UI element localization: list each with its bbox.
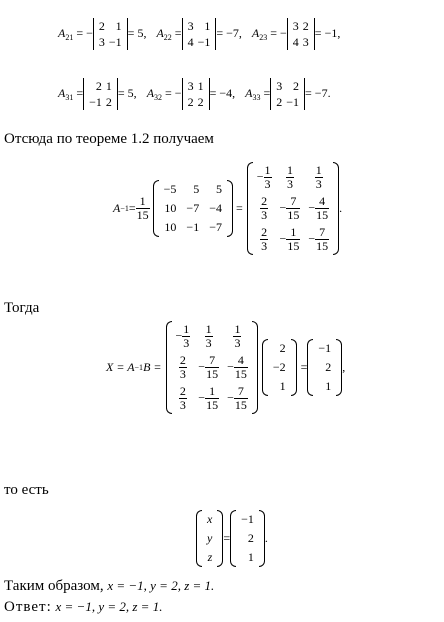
numerator: 2 (179, 353, 186, 367)
equals: = (128, 201, 136, 215)
period: . (339, 201, 343, 215)
numerator: 4 (234, 354, 248, 368)
det-cell: 2 (276, 95, 283, 109)
denominator: 15 (206, 367, 219, 381)
matrix-cell: 5 (193, 182, 200, 196)
numerator: 1 (205, 385, 219, 399)
cofactor-name: A (245, 85, 253, 100)
vector-b (262, 339, 297, 396)
denominator: 3 (261, 208, 268, 222)
det-cell: −1 (286, 95, 300, 109)
cofactor-lead: = (260, 85, 271, 100)
matrix-cell (304, 224, 333, 255)
matrix-cell (276, 193, 305, 224)
value-vector (230, 510, 265, 567)
fraction (315, 195, 329, 222)
matrix-cell: 1 (247, 550, 254, 564)
denominator: 3 (179, 367, 186, 381)
cofactor-a32 (146, 79, 236, 109)
matrix-cell (253, 193, 276, 224)
cofactor-subscript: 23 (259, 32, 268, 42)
matrix-cell (304, 162, 333, 193)
det-cell: 2 (98, 19, 105, 33)
fraction (234, 385, 248, 412)
numerator: 7 (205, 354, 219, 368)
matrix-cell (223, 321, 252, 352)
inverse-equation (113, 162, 342, 255)
det-cell: 2 (187, 95, 194, 109)
denominator: 15 (316, 208, 329, 222)
matrix-cell (172, 321, 195, 352)
fraction (260, 226, 268, 253)
fraction (136, 195, 150, 222)
denominator: 15 (316, 239, 329, 253)
denominator: 3 (179, 398, 186, 412)
det-cell: 2 (197, 95, 204, 109)
determinant (83, 78, 118, 110)
matrix-cell: −7 (209, 220, 222, 234)
numerator: 1 (286, 163, 293, 177)
matrix-cell: −2 (272, 360, 286, 374)
det-cell: 4 (292, 35, 299, 49)
matrix-cell (223, 383, 252, 414)
det-cell: −1 (108, 35, 122, 49)
matrix-cell: 5 (215, 182, 222, 196)
sign: − (198, 359, 206, 374)
fraction (182, 323, 190, 350)
numerator: 1 (136, 195, 150, 209)
matrix-cell: −4 (209, 201, 222, 215)
that-is-phrase: то есть (4, 482, 49, 498)
det-cell: 3 (98, 35, 105, 49)
sign: − (227, 359, 234, 374)
matrix-cell: 10 (164, 201, 177, 215)
solution-exponent: −1 (134, 363, 144, 372)
fraction (315, 164, 323, 191)
cofactor-lead: = (73, 85, 84, 100)
sign: − (256, 169, 264, 184)
cofactor-value: = −4, (209, 85, 236, 100)
result-vector (307, 339, 342, 396)
numerator: 1 (286, 226, 300, 240)
cofactor-lead: = − (162, 85, 182, 100)
matrix-cell (253, 162, 276, 193)
cofactor-name: A (156, 25, 164, 40)
denominator: 3 (315, 177, 322, 191)
cofactor-value: = −7. (305, 85, 331, 100)
fraction (315, 226, 329, 253)
equals: = (235, 201, 243, 215)
cofactor-subscript: 31 (65, 92, 74, 102)
denominator: 15 (287, 239, 300, 253)
answer-label: Ответ: (4, 599, 52, 615)
det-cell: 2 (95, 79, 102, 93)
numerator: 1 (183, 322, 190, 336)
matrix-cell (172, 383, 195, 414)
denominator: 3 (286, 177, 293, 191)
fraction (205, 385, 219, 412)
determinant (287, 18, 315, 50)
det-cell: 3 (292, 19, 299, 33)
denominator: 3 (261, 239, 268, 253)
cofactor-subscript: 32 (154, 92, 163, 102)
sign: − (279, 231, 287, 246)
matrix-cell: z (207, 550, 213, 564)
denominator: 15 (234, 398, 247, 412)
fraction-matrix (166, 321, 258, 414)
fraction (233, 323, 241, 350)
cofactor-name: A (251, 25, 260, 40)
numerator: 2 (261, 194, 268, 208)
comma: , (342, 360, 346, 374)
numerator: 1 (205, 322, 212, 336)
det-cell: 2 (302, 19, 309, 33)
answer-line (4, 599, 162, 616)
sign: − (198, 390, 206, 405)
matrix-cell (276, 224, 305, 255)
fraction (260, 195, 268, 222)
matrix-cell (172, 352, 195, 383)
denominator: 3 (264, 177, 271, 191)
cofactor-subscript: 33 (252, 92, 261, 102)
cofactor-lead: = − (267, 25, 287, 40)
denominator: 3 (205, 336, 212, 350)
det-cell: 3 (187, 79, 194, 93)
determinant (182, 78, 210, 110)
matrix-cell: x (207, 512, 213, 526)
det-cell: 3 (302, 35, 309, 49)
det-cell: 2 (293, 79, 300, 93)
matrix-cell: 2 (247, 531, 254, 545)
cofactor-name: A (146, 85, 155, 100)
period: . (264, 531, 268, 545)
solution-lhs: X = A (106, 360, 135, 374)
cofactor-lead: = − (73, 25, 93, 40)
matrix-cell: −1 (318, 341, 332, 355)
numerator: 2 (179, 384, 186, 398)
matrix-cell: −5 (163, 182, 177, 196)
det-cell: 1 (115, 19, 122, 33)
then-word: Тогда (4, 300, 40, 316)
fraction (205, 323, 213, 350)
sign: − (308, 231, 316, 246)
numerator: 2 (261, 225, 268, 239)
solution-b: B = (143, 360, 162, 374)
matrix-cell: 1 (325, 379, 332, 393)
matrix-cell: −1 (186, 220, 200, 234)
cofactor-value: = −1, (314, 25, 341, 40)
matrix-cell: 2 (325, 360, 332, 374)
matrix-cell (304, 193, 333, 224)
denominator: 15 (206, 398, 219, 412)
cofactor-name: A (58, 85, 66, 100)
det-cell: 1 (204, 19, 211, 33)
matrix-cell (194, 352, 223, 383)
determinant (93, 18, 128, 50)
det-cell: 4 (187, 35, 194, 49)
numerator: 1 (264, 163, 271, 177)
cofactor-a23 (251, 19, 341, 49)
numerator: 7 (286, 195, 300, 209)
conclusion-prefix: Таким образом, (4, 578, 104, 594)
fraction (286, 226, 300, 253)
det-cell: 3 (187, 19, 194, 33)
denominator: 3 (183, 336, 190, 350)
inverse-exponent: −1 (120, 204, 129, 213)
cofactor-row-1 (58, 18, 350, 50)
solution-equation (106, 321, 345, 414)
equals: = (223, 531, 231, 545)
numerator: 7 (234, 385, 248, 399)
inverse-symbol: A (113, 201, 121, 215)
matrix-cell (223, 352, 252, 383)
matrix-cell (253, 224, 276, 255)
matrix-cell (194, 383, 223, 414)
cofactor-a21 (58, 19, 147, 49)
fraction (179, 354, 187, 381)
fraction (286, 164, 294, 191)
det-cell: 2 (105, 95, 112, 109)
cofactor-row-2 (58, 78, 341, 110)
adjugate-matrix (153, 180, 233, 237)
answer-values: x = −1, y = 2, z = 1. (55, 599, 163, 614)
fraction (286, 195, 300, 222)
denominator: 15 (234, 367, 247, 381)
numerator: 1 (315, 163, 322, 177)
det-cell: 1 (105, 79, 112, 93)
matrix-cell: y (207, 531, 213, 545)
cofactor-value: = −7, (216, 25, 242, 40)
matrix-cell: 2 (279, 341, 286, 355)
denominator: 3 (234, 336, 241, 350)
denominator: 15 (136, 208, 149, 222)
sign: − (308, 200, 316, 215)
matrix-cell (194, 321, 223, 352)
sign: − (175, 328, 183, 343)
numerator: 4 (315, 195, 329, 209)
matrix-cell (276, 162, 305, 193)
cofactor-subscript: 21 (65, 32, 74, 42)
sign: − (227, 390, 234, 405)
fraction (264, 164, 272, 191)
cofactor-subscript: 22 (163, 32, 172, 42)
fraction (205, 354, 219, 381)
det-cell: −1 (197, 35, 211, 49)
cofactor-lead: = (171, 25, 182, 40)
cofactor-a33 (245, 79, 331, 109)
cofactor-name: A (58, 25, 66, 40)
matrix-cell: −7 (186, 201, 200, 215)
numerator: 7 (315, 226, 329, 240)
cofactor-value: = 5, (117, 85, 137, 100)
numerator: 1 (234, 322, 241, 336)
det-cell: 3 (276, 79, 283, 93)
matrix-cell: −1 (241, 512, 254, 526)
cofactor-value: = 5, (127, 25, 147, 40)
variable-vector-equation (196, 510, 268, 567)
determinant (182, 18, 217, 50)
cofactor-a22 (156, 19, 242, 49)
matrix-cell: 1 (279, 379, 286, 393)
sign: − (279, 200, 287, 215)
matrix-cell: 10 (164, 220, 177, 234)
fraction (234, 354, 248, 381)
variable-vector (196, 510, 223, 567)
fraction-matrix (247, 162, 339, 255)
cofactor-a31 (58, 79, 137, 109)
det-cell: 1 (197, 79, 204, 93)
fraction (179, 385, 187, 412)
denominator: 15 (287, 208, 300, 222)
equals: = (300, 360, 308, 374)
theorem-sentence: Отсюда по теореме 1.2 получаем (4, 131, 214, 147)
determinant (270, 78, 305, 110)
det-cell: −1 (89, 95, 102, 109)
conclusion-line (4, 578, 214, 595)
conclusion-values: x = −1, y = 2, z = 1. (107, 578, 215, 593)
